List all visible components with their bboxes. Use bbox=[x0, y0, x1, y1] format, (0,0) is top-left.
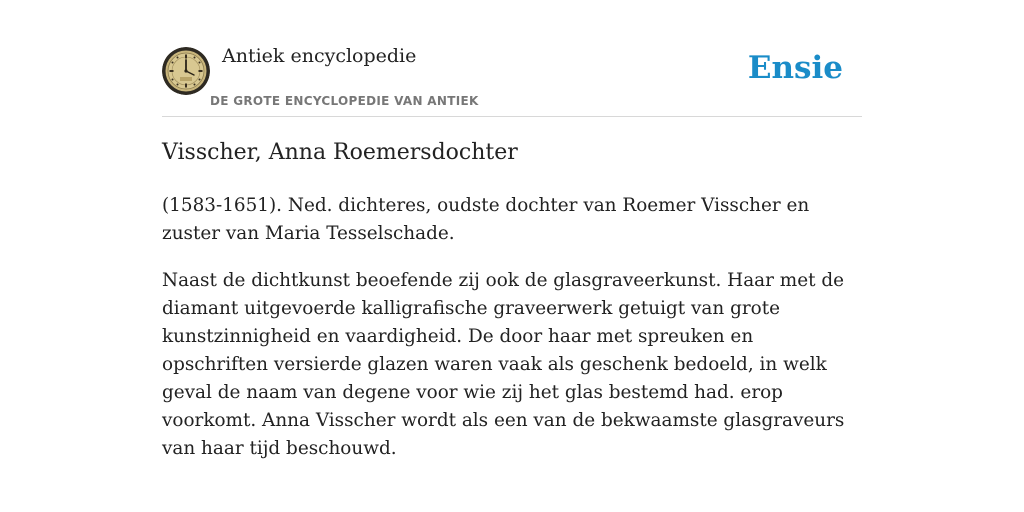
site-subtitle: DE GROTE ENCYCLOPEDIE VAN ANTIEK bbox=[210, 94, 479, 108]
entry-title: Visscher, Anna Roemersdochter bbox=[162, 140, 518, 165]
page bbox=[162, 0, 862, 512]
antique-clock-icon[interactable] bbox=[162, 47, 210, 95]
entry-body bbox=[162, 192, 862, 482]
entry-paragraph: (1583-1651). Ned. dichteres, oudste dochter van Roemer Visscher en zuster van Maria Tesselschade. bbox=[162, 195, 810, 244]
site-header bbox=[162, 0, 862, 117]
entry-paragraph: Naast de dichtkunst beoefende zij ook de glasgraveerkunst. Haar met de diamant uitgevoerde kalligrafische graveerwerk getuigt van grote kunstzinnigheid en vaardigheid. De door haar met spreuken en opschriften versierde glazen waren vaak als geschenk bedoeld, in welk geval de naam van degene voor wie zij het glas bestemd had. erop voorkomt. Anna Visscher wordt als een van de bekwaamste glasgraveurs van haar tijd beschouwd. bbox=[162, 270, 845, 459]
site-title[interactable]: Antiek encyclopedie bbox=[222, 45, 417, 67]
brand-logo[interactable]: Ensie bbox=[747, 50, 843, 86]
